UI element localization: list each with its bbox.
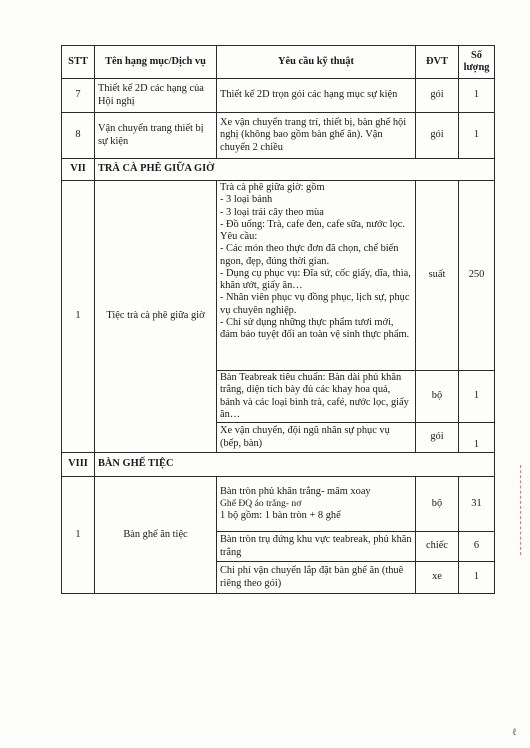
row-item: Bàn ghế ăn tiệc <box>95 477 217 594</box>
section-row <box>62 159 495 181</box>
row-unit: gói <box>416 79 459 113</box>
row-unit: xe <box>416 562 459 594</box>
row-stt: 7 <box>62 79 95 113</box>
row-requirements <box>217 181 416 371</box>
requirement-line: - 3 loại bánh <box>220 194 273 206</box>
header-item: Tên hạng mục/Dịch vụ <box>95 46 217 79</box>
row-unit: bộ <box>416 477 459 532</box>
row-quantity: 1 <box>459 423 495 453</box>
section-number: VII <box>62 159 95 181</box>
row-stt: 8 <box>62 113 95 159</box>
row-requirements: Chi phí vận chuyển lắp đặt bàn ghế ăn (thuê riêng theo gói) <box>217 562 416 594</box>
row-quantity: 1 <box>459 79 495 113</box>
row-stt: 1 <box>62 181 95 453</box>
section-title: BÀN GHẾ TIỆC <box>95 453 495 477</box>
row-requirements: Thiết kế 2D trọn gói các hạng mục sự kiện <box>217 79 416 113</box>
table-row <box>62 79 495 113</box>
header-requirements: Yêu cầu kỹ thuật <box>217 46 416 79</box>
requirement-line: Yêu cầu: <box>220 231 258 243</box>
row-requirements: Bàn tròn trụ đứng khu vực teabreak, phủ khăn trắng <box>217 532 416 562</box>
row-requirements <box>217 477 416 532</box>
row-item: Tiệc trà cà phê giữa giờ <box>95 181 217 453</box>
seal-edge-mark <box>520 465 524 555</box>
requirement-line: Ghế ĐQ áo trắng- nơ <box>220 498 302 510</box>
row-requirements: Xe vận chuyển, đội ngũ nhân sự phục vụ (bếp, bàn) <box>217 423 416 453</box>
row-unit: bộ <box>416 371 459 423</box>
requirement-line: 1 bộ gồm: 1 bàn tròn + 8 ghế <box>220 509 341 521</box>
row-quantity: 31 <box>459 477 495 532</box>
header-quantity: Số lượng <box>459 46 495 79</box>
requirement-line: - Nhân viên phục vụ đồng phục, lịch sự, phục vụ chuyên nghiệp. <box>220 292 410 316</box>
row-unit: chiếc <box>416 532 459 562</box>
row-quantity: 6 <box>459 532 495 562</box>
row-unit: gói <box>416 423 459 453</box>
section-number: VIII <box>62 453 95 477</box>
row-item: Thiết kế 2D các hạng của Hội nghị <box>95 79 217 113</box>
row-quantity: 250 <box>459 181 495 371</box>
table-row <box>62 113 495 159</box>
row-item: Vận chuyển trang thiết bị sự kiện <box>95 113 217 159</box>
initial-mark: ℓ <box>512 727 517 738</box>
header-stt: STT <box>62 46 95 79</box>
requirement-line: - 3 loại trái cây theo mùa <box>220 206 324 218</box>
table-row <box>62 477 495 532</box>
row-quantity: 1 <box>459 113 495 159</box>
requirement-line: - Đồ uống: Trà, cafe đen, cafe sữa, nước lọc. <box>220 218 405 230</box>
requirement-line: - Chỉ sử dụng những thực phẩm tươi mới, đảm bảo tuyệt đối an toàn vệ sinh thực phẩm. <box>220 316 410 341</box>
row-quantity: 1 <box>459 371 495 423</box>
row-quantity: 1 <box>459 562 495 594</box>
row-requirements: Xe vận chuyển trang trí, thiết bị, bàn ghế hội nghị (không bao gồm bàn ghế ăn). Vận chuyển 2 chiều <box>217 113 416 159</box>
services-table <box>61 45 495 594</box>
requirement-line: - Dụng cụ phục vụ: Đĩa sứ, cốc giấy, dĩa, thìa, khăn ướt, giấy ăn… <box>220 267 411 292</box>
requirement-line: Trà cà phê giữa giờ: gồm <box>220 182 325 193</box>
row-requirements: Bàn Teabreak tiêu chuẩn: Bàn dài phủ khăn trắng, diện tích bày đủ các khay hoa quả, bánh và các loại bình trà, café, nước lọc, giấy ăn… <box>217 371 416 423</box>
requirement-line: - Các món theo thực đơn đã chọn, chế biến ngon, đẹp, đúng thời gian. <box>220 243 399 267</box>
section-title: TRÀ CÀ PHÊ GIỮA GIỜ <box>95 159 495 181</box>
row-unit: suất <box>416 181 459 371</box>
requirement-line: Bàn tròn phủ khăn trắng- mâm xoay <box>220 486 371 498</box>
row-stt: 1 <box>62 477 95 594</box>
header-row <box>62 46 495 79</box>
header-unit: ĐVT <box>416 46 459 79</box>
section-row <box>62 453 495 477</box>
table-row <box>62 181 495 371</box>
row-unit: gói <box>416 113 459 159</box>
